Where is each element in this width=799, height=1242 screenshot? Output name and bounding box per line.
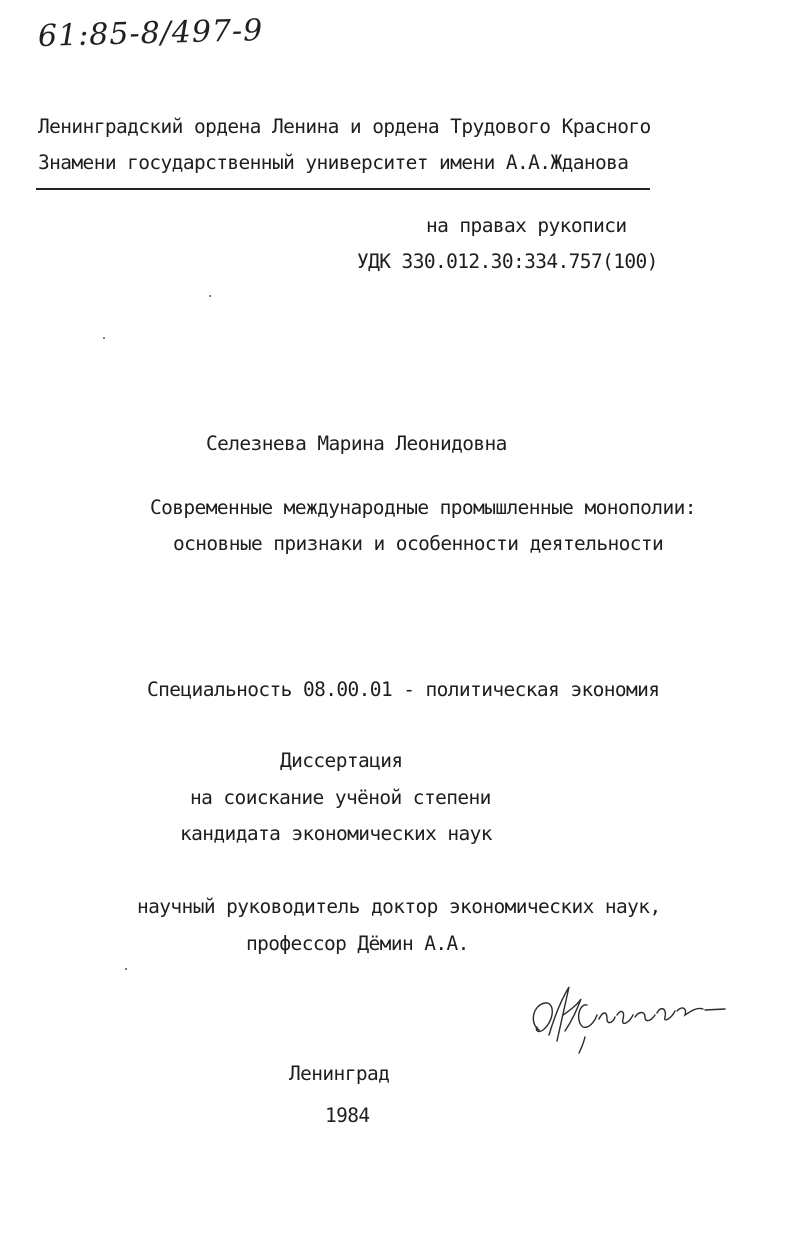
author-name: Селезнева Марина Леонидовна: [206, 432, 507, 455]
degree-line-1: Диссертация: [280, 749, 403, 772]
scan-speck: [209, 295, 211, 297]
specialty: Специальность 08.00.01 - политическая экономия: [147, 678, 660, 701]
scan-speck: [103, 337, 105, 339]
supervisor-line-2: профессор Дёмин А.А.: [246, 932, 469, 955]
university-line-2: Знамени государственный университет имени А.А.Жданова: [38, 151, 629, 174]
archive-code: 61:85-8/497-9: [37, 13, 264, 54]
header-divider: [36, 188, 650, 190]
scan-speck: [125, 968, 127, 970]
year: 1984: [325, 1104, 370, 1127]
title-line-2: основные признаки и особенности деятельности: [173, 532, 664, 555]
signature: [525, 975, 740, 1055]
udc-code: УДК 330.012.30:334.757(100): [357, 250, 658, 273]
title-line-1: Современные международные промышленные монополии:: [150, 496, 696, 519]
manuscript-note: на правах рукописи: [426, 214, 627, 237]
degree-line-3: кандидата экономических наук: [180, 822, 492, 845]
university-line-1: Ленинградский ордена Ленина и ордена Трудового Красного: [38, 115, 651, 138]
degree-line-2: на соискание учёной степени: [190, 786, 491, 809]
supervisor-line-1: научный руководитель доктор экономических наук,: [137, 895, 661, 918]
city: Ленинград: [289, 1062, 390, 1085]
